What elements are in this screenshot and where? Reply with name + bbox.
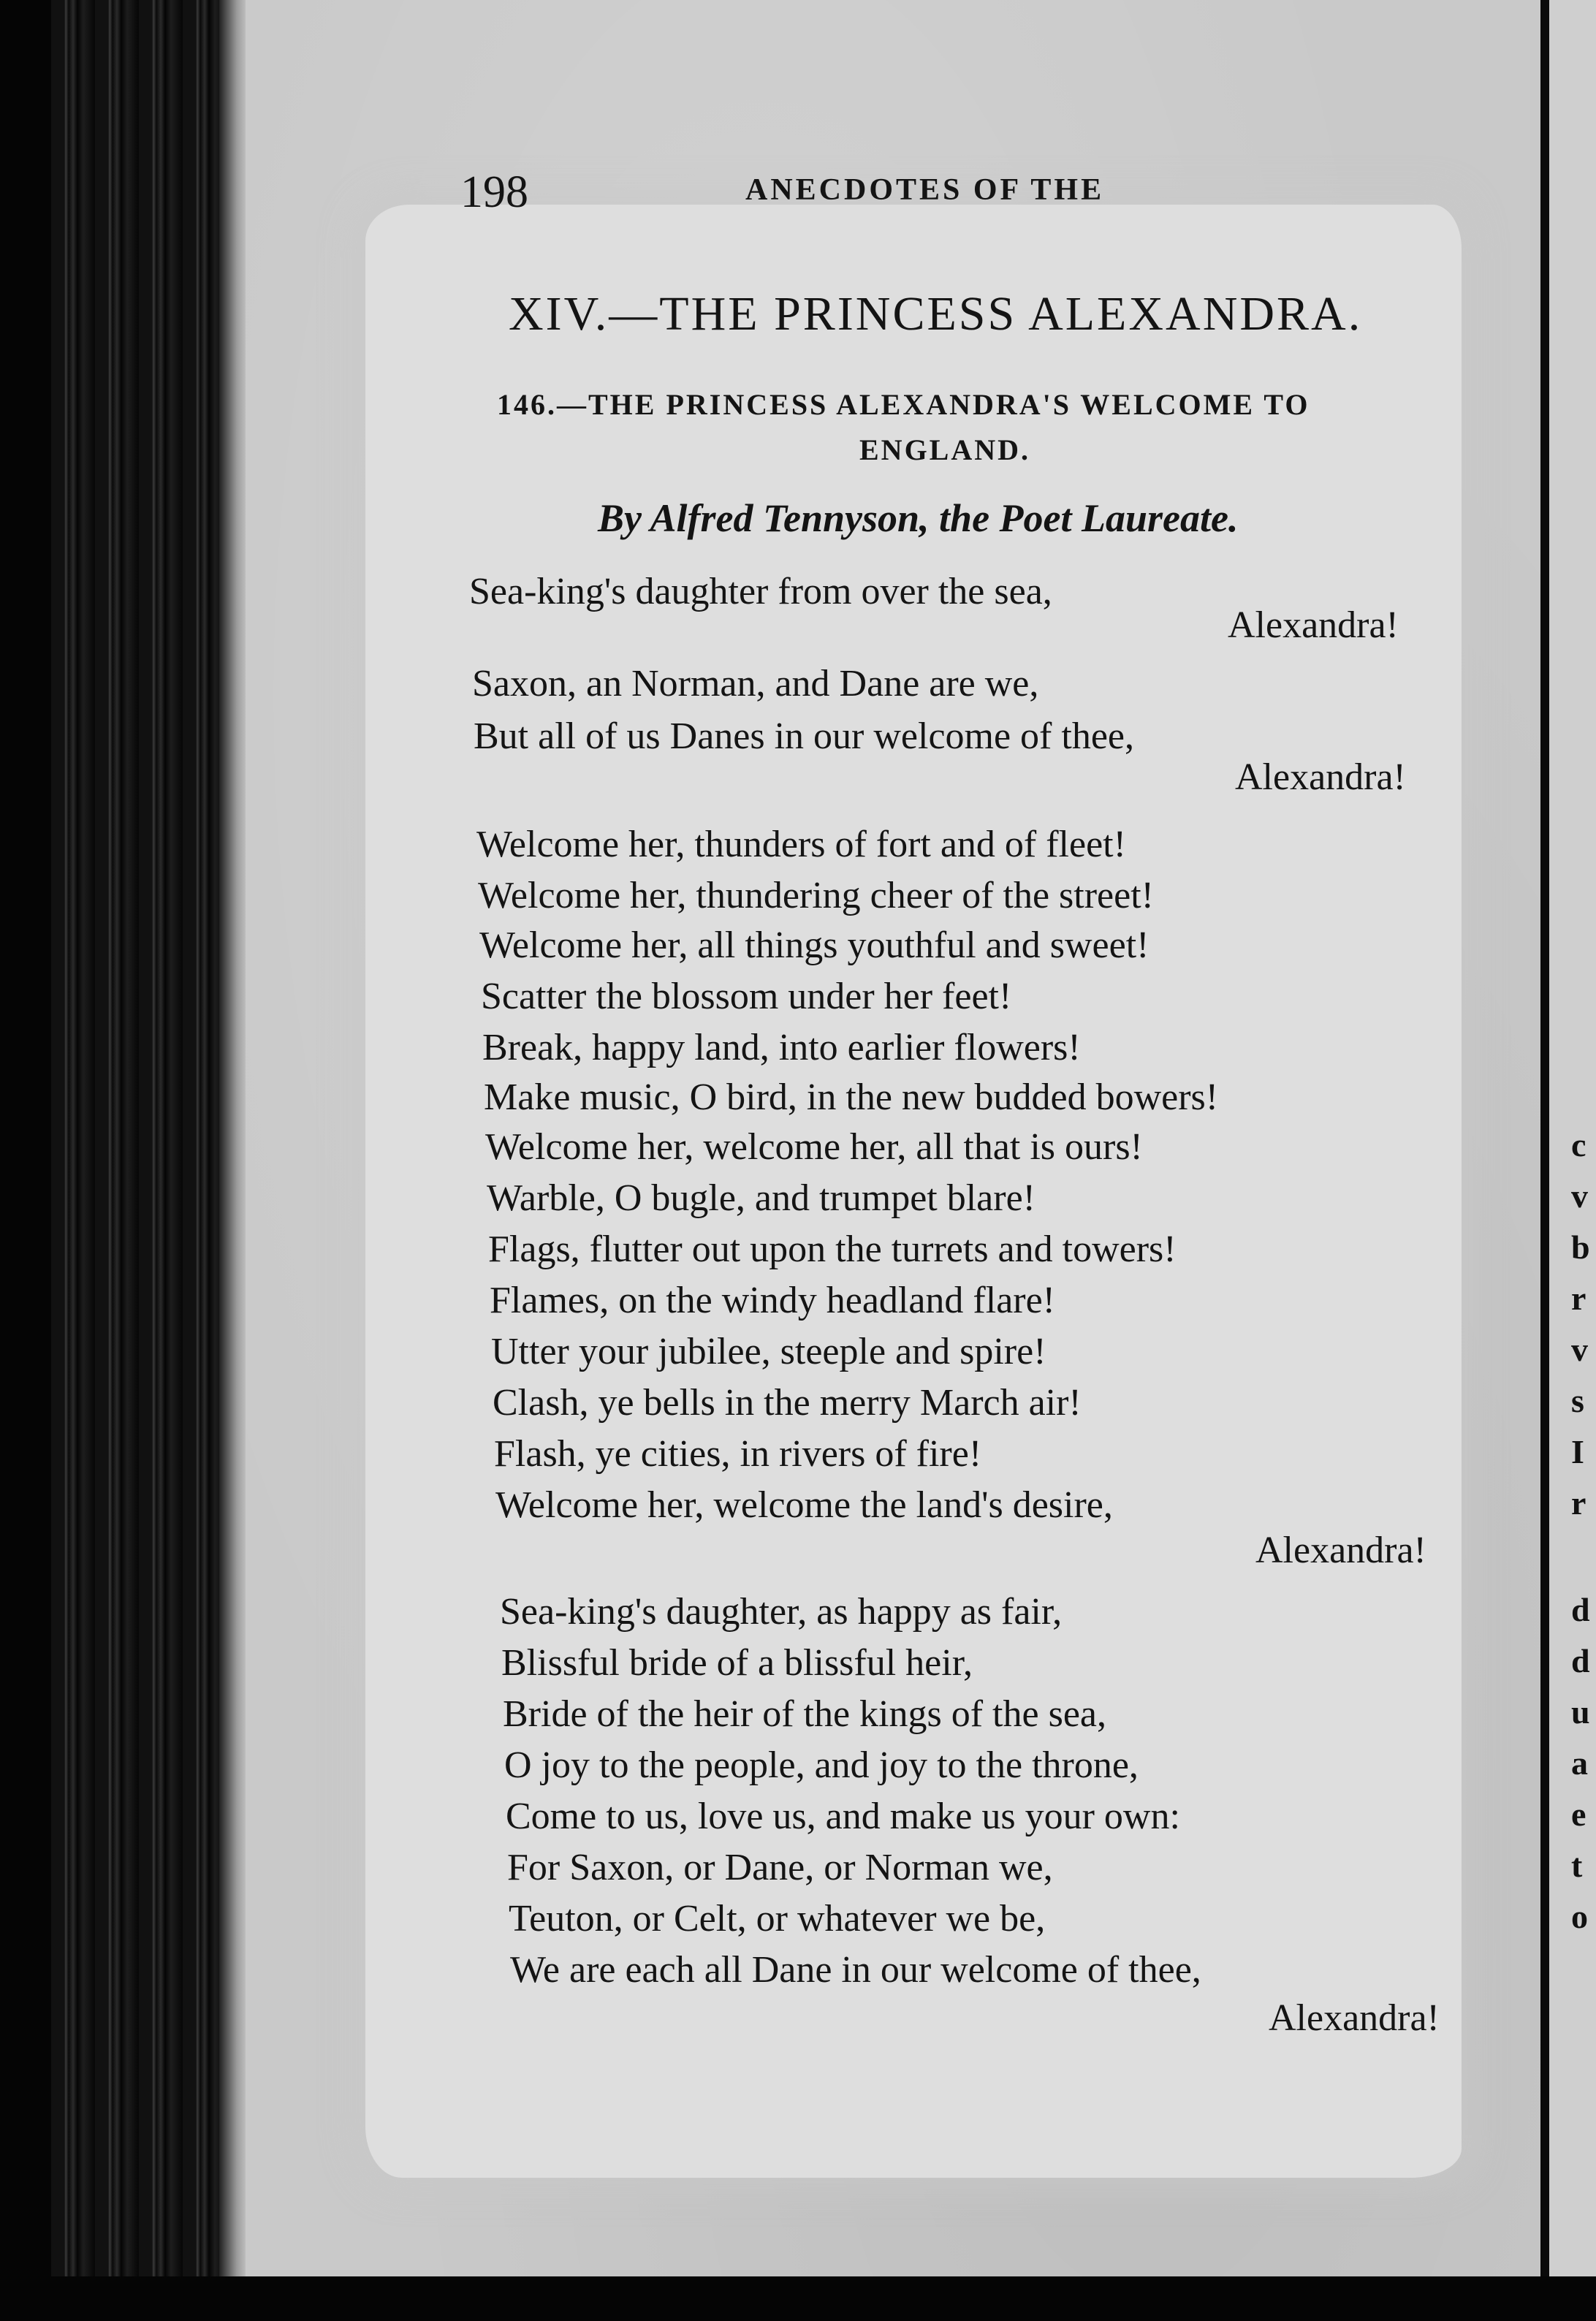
- section-title-line1: 146.—THE PRINCESS ALEXANDRA'S WELCOME TO: [497, 388, 1310, 421]
- poem-line: Make music, O bird, in the new budded bowers!: [484, 1076, 1219, 1118]
- byline: By Alfred Tennyson, the Poet Laureate.: [598, 496, 1239, 540]
- facing-page-fragment: o: [1571, 1898, 1588, 1935]
- bottom-edge: [0, 2276, 1596, 2321]
- poem-line: Blissful bride of a blissful heir,: [501, 1642, 973, 1684]
- poem-refrain: Alexandra!: [1255, 1530, 1426, 1571]
- poem-line: Bride of the heir of the kings of the sea,: [503, 1693, 1106, 1735]
- facing-page-fragment: r: [1571, 1484, 1586, 1522]
- facing-page-fragment: d: [1571, 1591, 1590, 1628]
- poem-line: Welcome her, thunders of fort and of fleet!: [476, 824, 1126, 865]
- poem-line: Sea-king's daughter, as happy as fair,: [500, 1591, 1063, 1633]
- poem-line: Welcome her, all things youthful and sweet!: [479, 924, 1150, 966]
- facing-page-fragment: v: [1571, 1177, 1588, 1215]
- poem-line: Break, happy land, into earlier flowers!: [482, 1027, 1081, 1068]
- poem-line: We are each all Dane in our welcome of thee,: [510, 1949, 1201, 1991]
- poem-refrain: Alexandra!: [1269, 1997, 1440, 2039]
- facing-page-fragment: s: [1571, 1382, 1584, 1419]
- facing-page-fragment: I: [1571, 1433, 1584, 1470]
- poem-line: Flags, flutter out upon the turrets and towers!: [488, 1228, 1177, 1270]
- page-number: 198: [460, 167, 528, 217]
- poem-refrain: Alexandra!: [1235, 756, 1406, 798]
- page-edge: [219, 0, 248, 2321]
- poem-line: Clash, ye bells in the merry March air!: [493, 1382, 1082, 1424]
- poem-line: But all of us Danes in our welcome of thee,: [474, 715, 1134, 757]
- poem-line: Utter your jubilee, steeple and spire!: [491, 1331, 1046, 1372]
- poem-line: Flash, ye cities, in rivers of fire!: [494, 1433, 982, 1475]
- poem-line: Warble, O bugle, and trumpet blare!: [487, 1177, 1036, 1219]
- facing-page-fragment: e: [1571, 1796, 1586, 1833]
- poem-line: Welcome her, welcome her, all that is ours!: [485, 1126, 1143, 1168]
- poem-line: For Saxon, or Dane, or Norman we,: [507, 1847, 1053, 1888]
- facing-page: [1540, 0, 1596, 2321]
- poem-line: Saxon, an Norman, and Dane are we,: [472, 663, 1039, 704]
- running-head: ANECDOTES OF THE: [745, 173, 1105, 207]
- facing-page-fragment: v: [1571, 1331, 1588, 1368]
- facing-page-fragment: a: [1571, 1744, 1588, 1782]
- chapter-title: XIV.—THE PRINCESS ALEXANDRA.: [509, 287, 1363, 341]
- poem-line: Teuton, or Celt, or whatever we be,: [509, 1898, 1046, 1940]
- poem-line: Sea-king's daughter from over the sea,: [469, 571, 1052, 612]
- facing-page-fragment: b: [1571, 1228, 1590, 1266]
- facing-page-fragment: t: [1571, 1847, 1583, 1884]
- facing-page-fragment: d: [1571, 1642, 1590, 1679]
- facing-page-fragment: c: [1571, 1126, 1586, 1163]
- poem-line: Welcome her, welcome the land's desire,: [495, 1484, 1113, 1526]
- facing-page-fragment: r: [1571, 1280, 1586, 1317]
- poem-line: O joy to the people, and joy to the throne,: [504, 1744, 1139, 1786]
- poem-line: Welcome her, thundering cheer of the street!: [478, 875, 1154, 916]
- poem-line: Flames, on the windy headland flare!: [490, 1280, 1055, 1321]
- facing-page-fragment: u: [1571, 1693, 1590, 1731]
- section-title-line2: ENGLAND.: [859, 433, 1031, 466]
- poem-line: Come to us, love us, and make us your own:: [506, 1796, 1180, 1837]
- poem-line: Scatter the blossom under her feet!: [481, 976, 1012, 1017]
- poem-refrain: Alexandra!: [1228, 604, 1399, 646]
